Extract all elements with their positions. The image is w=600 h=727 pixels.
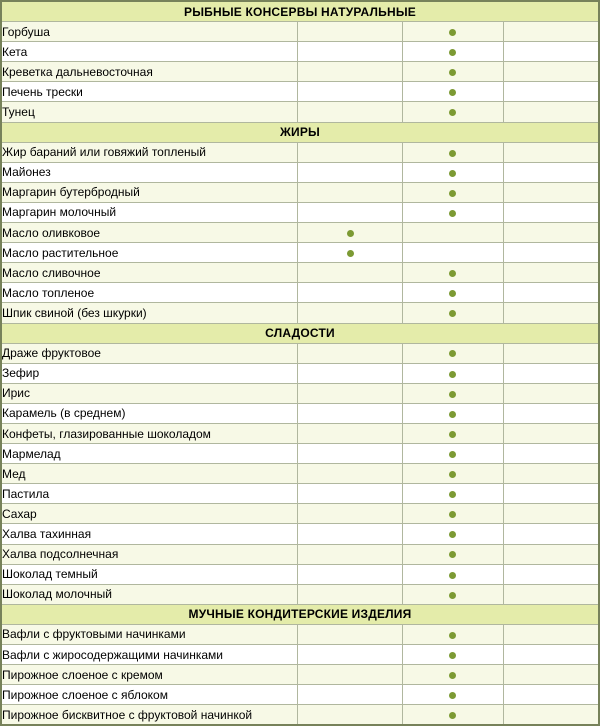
mark-cell	[298, 343, 402, 363]
mark-cell	[298, 102, 402, 122]
dot-marker-icon	[449, 150, 456, 157]
mark-cell	[504, 182, 599, 202]
section-title: МУЧНЫЕ КОНДИТЕРСКИЕ ИЗДЕЛИЯ	[1, 604, 599, 624]
section-header-row	[1, 122, 599, 142]
mark-cell	[298, 62, 402, 82]
dot-marker-icon	[449, 310, 456, 317]
mark-cell	[504, 645, 599, 665]
mark-cell	[402, 544, 503, 564]
mark-cell	[298, 564, 402, 584]
item-name-cell: Масло сливочное	[1, 263, 298, 283]
item-name-cell: Шоколад темный	[1, 564, 298, 584]
mark-cell	[504, 624, 599, 644]
mark-cell	[402, 263, 503, 283]
item-name-cell: Пастила	[1, 484, 298, 504]
mark-cell	[504, 22, 599, 42]
mark-cell	[402, 243, 503, 263]
mark-cell	[504, 102, 599, 122]
item-name-cell: Вафли с фруктовыми начинками	[1, 624, 298, 644]
dot-marker-icon	[449, 29, 456, 36]
table-row	[1, 504, 599, 524]
item-name-cell: Маргарин молочный	[1, 202, 298, 222]
mark-cell	[402, 423, 503, 443]
mark-cell	[298, 484, 402, 504]
table-row	[1, 705, 599, 726]
mark-cell	[298, 423, 402, 443]
mark-cell	[504, 283, 599, 303]
item-name-cell: Зефир	[1, 363, 298, 383]
mark-cell	[402, 444, 503, 464]
mark-cell	[298, 363, 402, 383]
mark-cell	[298, 142, 402, 162]
dot-marker-icon	[449, 411, 456, 418]
item-name-cell: Шоколад молочный	[1, 584, 298, 604]
mark-cell	[402, 363, 503, 383]
mark-cell	[504, 82, 599, 102]
mark-cell	[402, 484, 503, 504]
mark-cell	[402, 665, 503, 685]
mark-cell	[504, 544, 599, 564]
mark-cell	[402, 142, 503, 162]
mark-cell	[402, 283, 503, 303]
dot-marker-icon	[449, 371, 456, 378]
mark-cell	[504, 685, 599, 705]
mark-cell	[504, 484, 599, 504]
mark-cell	[402, 62, 503, 82]
mark-cell	[298, 383, 402, 403]
item-name-cell: Мед	[1, 464, 298, 484]
table-row	[1, 464, 599, 484]
table-row	[1, 685, 599, 705]
item-name-cell: Жир бараний или говяжий топленый	[1, 142, 298, 162]
dot-marker-icon	[449, 270, 456, 277]
item-name-cell: Пирожное бисквитное с фруктовой начинкой	[1, 705, 298, 726]
mark-cell	[298, 202, 402, 222]
mark-cell	[504, 343, 599, 363]
mark-cell	[298, 645, 402, 665]
mark-cell	[402, 524, 503, 544]
item-name-cell: Пирожное слоеное с кремом	[1, 665, 298, 685]
mark-cell	[402, 343, 503, 363]
item-name-cell: Печень трески	[1, 82, 298, 102]
item-name-cell: Масло растительное	[1, 243, 298, 263]
dot-marker-icon	[449, 531, 456, 538]
item-name-cell: Майонез	[1, 162, 298, 182]
table-row	[1, 584, 599, 604]
mark-cell	[402, 464, 503, 484]
dot-marker-icon	[449, 210, 456, 217]
mark-cell	[504, 62, 599, 82]
mark-cell	[298, 685, 402, 705]
mark-cell	[298, 584, 402, 604]
table-row	[1, 444, 599, 464]
dot-marker-icon	[449, 89, 456, 96]
mark-cell	[298, 243, 402, 263]
section-title: РЫБНЫЕ КОНСЕРВЫ НАТУРАЛЬНЫЕ	[1, 1, 599, 22]
mark-cell	[504, 263, 599, 283]
mark-cell	[298, 444, 402, 464]
dot-marker-icon	[449, 431, 456, 438]
mark-cell	[402, 685, 503, 705]
mark-cell	[298, 162, 402, 182]
table-row	[1, 524, 599, 544]
table-row	[1, 182, 599, 202]
item-name-cell: Горбуша	[1, 22, 298, 42]
mark-cell	[402, 303, 503, 323]
item-name-cell: Драже фруктовое	[1, 343, 298, 363]
mark-cell	[402, 383, 503, 403]
table-row	[1, 82, 599, 102]
mark-cell	[402, 162, 503, 182]
mark-cell	[402, 564, 503, 584]
dot-marker-icon	[449, 652, 456, 659]
table-row	[1, 564, 599, 584]
item-name-cell: Креветка дальневосточная	[1, 62, 298, 82]
table-row	[1, 383, 599, 403]
item-name-cell: Мармелад	[1, 444, 298, 464]
dot-marker-icon	[449, 451, 456, 458]
mark-cell	[504, 403, 599, 423]
dot-marker-icon	[449, 170, 456, 177]
table-row	[1, 22, 599, 42]
table-row	[1, 243, 599, 263]
table-row	[1, 484, 599, 504]
table-row	[1, 303, 599, 323]
item-name-cell: Халва тахинная	[1, 524, 298, 544]
mark-cell	[402, 403, 503, 423]
mark-cell	[298, 504, 402, 524]
item-name-cell: Кета	[1, 42, 298, 62]
item-name-cell: Конфеты, глазированные шоколадом	[1, 423, 298, 443]
table-row	[1, 544, 599, 564]
mark-cell	[402, 705, 503, 726]
item-name-cell: Масло оливковое	[1, 223, 298, 243]
mark-cell	[504, 42, 599, 62]
item-name-cell: Халва подсолнечная	[1, 544, 298, 564]
dot-marker-icon	[449, 49, 456, 56]
mark-cell	[298, 82, 402, 102]
dot-marker-icon	[449, 572, 456, 579]
item-name-cell: Пирожное слоеное с яблоком	[1, 685, 298, 705]
dot-marker-icon	[347, 250, 354, 257]
mark-cell	[504, 223, 599, 243]
table-body	[1, 1, 599, 725]
mark-cell	[504, 464, 599, 484]
item-name-cell: Маргарин бутербродный	[1, 182, 298, 202]
item-name-cell: Вафли с жиросодержащими начинками	[1, 645, 298, 665]
dot-marker-icon	[449, 551, 456, 558]
mark-cell	[402, 102, 503, 122]
mark-cell	[298, 42, 402, 62]
mark-cell	[504, 584, 599, 604]
section-header-row	[1, 323, 599, 343]
mark-cell	[298, 283, 402, 303]
dot-marker-icon	[449, 712, 456, 719]
mark-cell	[298, 624, 402, 644]
mark-cell	[402, 645, 503, 665]
mark-cell	[504, 665, 599, 685]
dot-marker-icon	[449, 290, 456, 297]
item-name-cell: Карамель (в среднем)	[1, 403, 298, 423]
table-row	[1, 665, 599, 685]
item-name-cell: Тунец	[1, 102, 298, 122]
dot-marker-icon	[449, 190, 456, 197]
mark-cell	[298, 263, 402, 283]
mark-cell	[298, 403, 402, 423]
table-row	[1, 645, 599, 665]
mark-cell	[402, 504, 503, 524]
table-row	[1, 162, 599, 182]
mark-cell	[298, 665, 402, 685]
dot-marker-icon	[449, 471, 456, 478]
mark-cell	[402, 584, 503, 604]
section-header-row	[1, 1, 599, 22]
mark-cell	[504, 504, 599, 524]
table-row	[1, 202, 599, 222]
mark-cell	[504, 444, 599, 464]
mark-cell	[504, 243, 599, 263]
dot-marker-icon	[449, 109, 456, 116]
table-row	[1, 42, 599, 62]
mark-cell	[504, 363, 599, 383]
mark-cell	[402, 42, 503, 62]
mark-cell	[298, 182, 402, 202]
mark-cell	[298, 303, 402, 323]
mark-cell	[402, 202, 503, 222]
table-row	[1, 624, 599, 644]
table-row	[1, 343, 599, 363]
mark-cell	[402, 82, 503, 102]
item-name-cell: Сахар	[1, 504, 298, 524]
item-name-cell: Масло топленое	[1, 283, 298, 303]
dot-marker-icon	[449, 672, 456, 679]
item-name-cell: Ирис	[1, 383, 298, 403]
mark-cell	[298, 544, 402, 564]
table-row	[1, 223, 599, 243]
dot-marker-icon	[449, 632, 456, 639]
table-row	[1, 403, 599, 423]
mark-cell	[504, 303, 599, 323]
mark-cell	[504, 705, 599, 726]
table-row	[1, 263, 599, 283]
section-title: ЖИРЫ	[1, 122, 599, 142]
table-row	[1, 283, 599, 303]
table-row	[1, 423, 599, 443]
dot-marker-icon	[449, 592, 456, 599]
dot-marker-icon	[347, 230, 354, 237]
mark-cell	[504, 162, 599, 182]
table-row	[1, 142, 599, 162]
dot-marker-icon	[449, 692, 456, 699]
mark-cell	[402, 624, 503, 644]
section-header-row	[1, 604, 599, 624]
mark-cell	[402, 223, 503, 243]
mark-cell	[504, 202, 599, 222]
dot-marker-icon	[449, 491, 456, 498]
mark-cell	[298, 464, 402, 484]
mark-cell	[504, 142, 599, 162]
mark-cell	[402, 182, 503, 202]
dot-marker-icon	[449, 69, 456, 76]
mark-cell	[298, 223, 402, 243]
table-row	[1, 102, 599, 122]
dot-marker-icon	[449, 350, 456, 357]
mark-cell	[504, 423, 599, 443]
mark-cell	[298, 524, 402, 544]
mark-cell	[504, 524, 599, 544]
mark-cell	[504, 564, 599, 584]
mark-cell	[298, 22, 402, 42]
table-row	[1, 363, 599, 383]
dot-marker-icon	[449, 511, 456, 518]
mark-cell	[504, 383, 599, 403]
table-row	[1, 62, 599, 82]
item-name-cell: Шпик свиной (без шкурки)	[1, 303, 298, 323]
dot-marker-icon	[449, 391, 456, 398]
section-title: СЛАДОСТИ	[1, 323, 599, 343]
mark-cell	[298, 705, 402, 726]
mark-cell	[402, 22, 503, 42]
